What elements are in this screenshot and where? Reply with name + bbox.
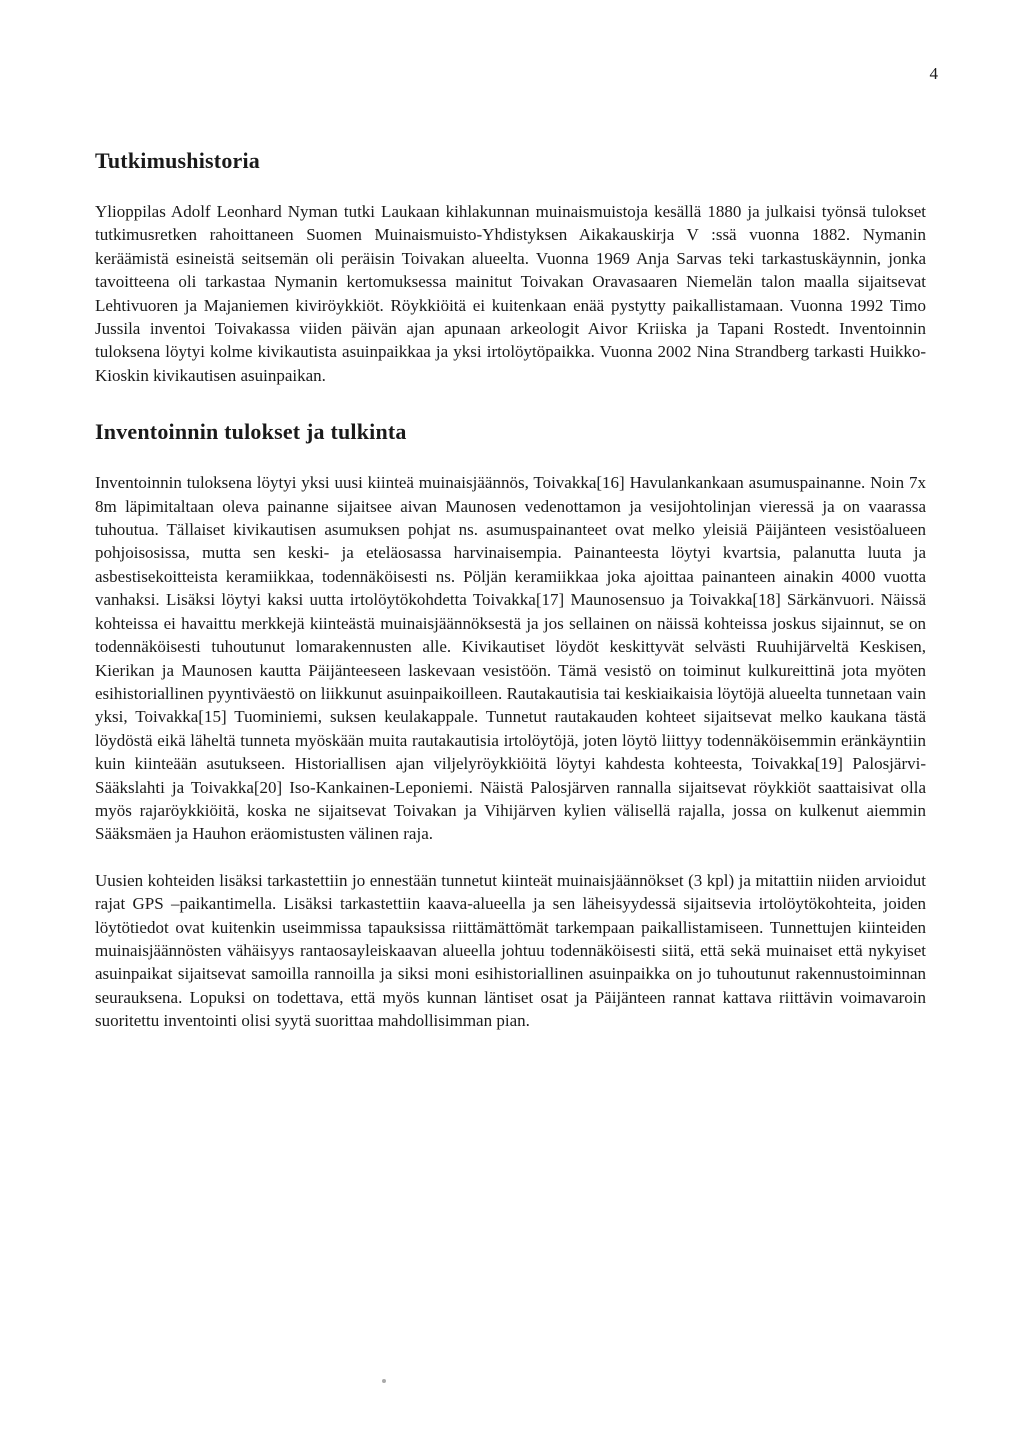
page-content [95, 148, 926, 1033]
scan-speck [382, 1379, 386, 1383]
page-number: 4 [929, 64, 938, 83]
history-paragraph: Ylioppilas Adolf Leonhard Nyman tutki Laukaan kihlakunnan muinaismuistoja kesällä 1880 ja julkaisi työnsä tulokset tutkimusretken rahoittaneen Suomen Muinaismuisto-Yhdistyksen Aikakauskirja V :ssä vuonna 1882. Nymanin keräämistä esineistä seitsemän oli peräisin Toivakan alueelta. Vuonna 1969 Anja Sarvas teki tarkastuskäynnin, jonka tavoitteena oli tarkastaa Nymanin kertomuksessa mainitut Toivakan Oravasaaren Niemelän talon maalla sijaitsevat Lehtivuoren ja Majaniemen kiviröykkiöt. Röykkiöitä ei kuitenkaan enää pystytty paikallistamaan. Vuonna 1992 Timo Jussila inventoi Toivakassa viiden päivän ajan apunaan arkeologit Aivor Kriiska ja Tapani Rostedt. Inventoinnin tuloksena löytyi kolme kivikautista asuinpaikkaa ja yksi irtolöytöpaikka. Vuonna 2002 Nina Strandberg tarkasti Huikko-Kioskin kivikautisen asuinpaikan. [95, 202, 926, 385]
results-paragraph-1: Inventoinnin tuloksena löytyi yksi uusi kiinteä muinaisjäännös, Toivakka[16] Havulankankaan asumuspainanne. Noin 7x 8m läpimitaltaan oleva painanne sijaitsee aivan Maunosen vedenottamon ja vesijohtolinjan vieressä ja on vaarassa tuhoutua. Tällaiset kivikautisen asumuksen pohjat ns. asumuspainanteet ovat melko yleisiä Päijänteen vesistöalueen pohjoisosissa, mutta sen keski- ja eteläosassa harvinaisempia. Painanteesta löytyi kvartsia, palanutta luuta ja asbestisekoitteista keramiikkaa, todennäköisesti ns. Pöljän keramiikkaa joka ajoittaa painanteen ainakin 4000 vuotta vanhaksi. Lisäksi löytyi kaksi uutta irtolöytökohdetta Toivakka[17] Maunosensuo ja Toivakka[18] Särkänvuori. Näissä kohteissa ei havaittu merkkejä kiinteästä muinaisjäännöksestä ja jos sellainen on näissä kohteissa joskus sijainnut, se on todennäköisesti tuhoutunut lomarakennusten alle. Kivikautiset löydöt keskittyvät selvästi Ruuhijärveltä Keskisen, Kierikan ja Maunosen kautta Päijänteeseen laskevaan vesistöön. Tämä vesistö on toiminut kulkureittinä jota myöten esihistoriallinen pyyntiväestö on liikkunut asuinpaikoilleen. Rautakautisia tai keskiaikaisia löytöjä alueelta tunnetaan vain yksi, Toivakka[15] Tuominiemi, suksen keulakappale. Tunnetut rautakauden kohteet sijaitsevat melko kaukana tästä löydöstä eikä läheltä tunneta myöskään muita rautakautisia irtolöytöjä, joten löytö liittyy todennäköisemmin eränkäyntiin kuin kiinteään asutukseen. Historiallisen ajan viljelyröykkiöitä löytyi kahdesta kohteesta, Toivakka[19] Palosjärvi-Sääkslahti ja Toivakka[20] Iso-Kankainen-Leponiemi. Näistä Palosjärven rannalla sijaitsevat röykkiöt saattaisivat olla myös rajaröykkiöitä, koska ne sijaitsevat Toivakan ja Vihijärven kylien välisellä rajalla, jossa on kulkenut aiemmin Sääksmäen ja Hauhon eräomistusten välinen raja. [95, 473, 926, 844]
results-paragraph-2: Uusien kohteiden lisäksi tarkastettiin jo ennestään tunnetut kiinteät muinaisjäännökset (3 kpl) ja mitattiin niiden arvioidut rajat GPS –paikantimella. Lisäksi tarkastettiin kaava-alueella ja sen läheisyydessä sijaitsevia irtolöytökohteita, joiden löytötiedot ovat kuitenkin useimmissa tapauksissa riittämättömät tarkempaan paikallistamiseen. Tunnettujen kiinteiden muinaisjäännösten vähäisyys rantaosayleiskaavan alueella johtuu todennäköisesti siitä, että sekä muinaiset että nykyiset asuinpaikat sijaitsevat samoilla rannoilla ja siksi moni esihistoriallinen asuinpaikka on jo tuhoutunut rakennustoiminnan seurauksena. Lopuksi on todettava, että myös kunnan läntiset osat ja Päijänteen rannat kattava riittävin voimavaroin suoritettu inventointi olisi syytä suorittaa mahdollisimman pian. [95, 870, 926, 1031]
section-heading-tutkimushistoria: Tutkimushistoria [95, 148, 260, 173]
section-heading-inventoinnin-tulokset: Inventoinnin tulokset ja tulkinta [95, 419, 407, 445]
